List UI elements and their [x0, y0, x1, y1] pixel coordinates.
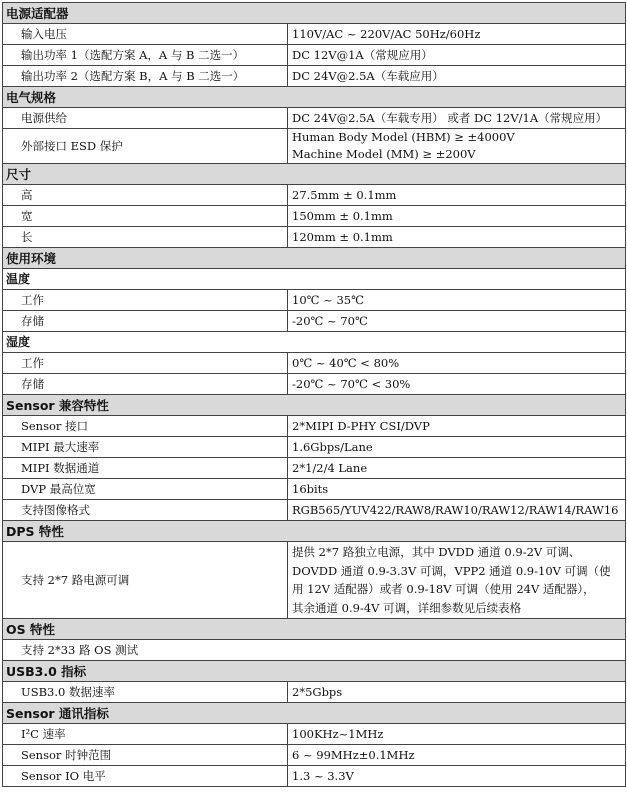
section-header [3, 395, 626, 416]
spec-label: MIPI 最大速率 [3, 437, 288, 458]
spec-value: 0℃ ~ 40℃ < 80% [288, 353, 626, 374]
section-title: 尺寸 [3, 164, 626, 185]
spec-value: RGB565/YUV422/RAW8/RAW10/RAW12/RAW14/RAW16 [288, 500, 626, 521]
spec-value-line: Machine Model (MM) ≥ ±200V [292, 147, 476, 161]
section-title: 电源适配器 [3, 3, 626, 24]
section-header [3, 3, 626, 24]
spec-row [3, 290, 626, 311]
spec-label: Sensor IO 电平 [3, 766, 288, 787]
spec-value: DC 24V@2.5A（车载专用） 或者 DC 12V/1A（常规应用） [288, 108, 626, 129]
spec-label: 宽 [3, 206, 288, 227]
spec-value-line: DOVDD 通道 0.9-3.3V 可调，VPP2 通道 0.9-10V 可调（使 [292, 563, 611, 578]
spec-value: 10℃ ~ 35℃ [288, 290, 626, 311]
spec-row [3, 745, 626, 766]
subsection-title: 湿度 [3, 332, 626, 353]
spec-label: 电源供给 [3, 108, 288, 129]
spec-label: I²C 速率 [3, 724, 288, 745]
spec-value-line: 提供 2*7 路独立电源，其中 DVDD 通道 0.9-2V 可调、 [292, 545, 581, 559]
spec-value: 150mm ± 0.1mm [288, 206, 626, 227]
section-title: DPS 特性 [3, 521, 626, 542]
spec-label: 输入电压 [3, 24, 288, 45]
spec-value-line: 用 12V 适配器）或者 0.9-18V 可调（使用 24V 适配器）， [292, 582, 595, 596]
spec-label: 高 [3, 185, 288, 206]
spec-row [3, 437, 626, 458]
spec-row [3, 479, 626, 500]
subsection-header [3, 332, 626, 353]
spec-value: DC 12V@1A（常规应用） [288, 45, 626, 66]
spec-row [3, 500, 626, 521]
subsection-header [3, 269, 626, 290]
spec-label: Sensor 接口 [3, 416, 288, 437]
spec-value: 1.6Gbps/Lane [288, 437, 626, 458]
spec-row [3, 206, 626, 227]
section-title: 电气规格 [3, 87, 626, 108]
spec-full-text: 支持 2*33 路 OS 测试 [3, 640, 626, 661]
spec-value-line: 其余通道 0.9-4V 可调，详细参数见后续表格 [292, 600, 522, 615]
spec-value: DC 24V@2.5A（车载应用） [288, 66, 626, 87]
spec-label: MIPI 数据通道 [3, 458, 288, 479]
spec-row [3, 458, 626, 479]
spec-label: 存储 [3, 311, 288, 332]
spec-value: 6 ~ 99MHz±0.1MHz [288, 745, 626, 766]
section-header [3, 703, 626, 724]
spec-label: 工作 [3, 290, 288, 311]
section-header [3, 661, 626, 682]
spec-value: 16bits [288, 479, 626, 500]
spec-value-line: Human Body Model (HBM) ≥ ±4000V [292, 130, 515, 144]
spec-label: 工作 [3, 353, 288, 374]
spec-label: 输出功率 1（选配方案 A，A 与 B 二选一） [3, 45, 288, 66]
spec-label: Sensor 时钟范围 [3, 745, 288, 766]
spec-row [3, 227, 626, 248]
spec-row [3, 640, 626, 661]
spec-value: 100KHz~1MHz [288, 724, 626, 745]
spec-row [3, 542, 626, 619]
section-header [3, 164, 626, 185]
subsection-title: 温度 [3, 269, 626, 290]
spec-value: 2*1/2/4 Lane [288, 458, 626, 479]
spec-value: 120mm ± 0.1mm [288, 227, 626, 248]
spec-value: 1.3 ~ 3.3V [288, 766, 626, 787]
spec-table-body [3, 3, 626, 787]
spec-row [3, 766, 626, 787]
spec-value: 2*5Gbps [288, 682, 626, 703]
spec-row [3, 416, 626, 437]
spec-row [3, 353, 626, 374]
spec-label: 长 [3, 227, 288, 248]
spec-label: 外部接口 ESD 保护 [3, 129, 288, 164]
spec-row [3, 129, 626, 164]
spec-row [3, 724, 626, 745]
spec-table [2, 2, 626, 787]
spec-row [3, 24, 626, 45]
spec-value: 27.5mm ± 0.1mm [288, 185, 626, 206]
section-title: 使用环境 [3, 248, 626, 269]
spec-label: 支持 2*7 路电源可调 [3, 542, 288, 619]
spec-label: 输出功率 2（选配方案 B，A 与 B 二选一） [3, 66, 288, 87]
spec-label: 支持图像格式 [3, 500, 288, 521]
section-header [3, 619, 626, 640]
spec-row [3, 682, 626, 703]
spec-row [3, 66, 626, 87]
spec-row [3, 108, 626, 129]
section-title: Sensor 通讯指标 [3, 703, 626, 724]
section-header [3, 248, 626, 269]
spec-row [3, 185, 626, 206]
section-title: USB3.0 指标 [3, 661, 626, 682]
spec-label: 存储 [3, 374, 288, 395]
spec-value: 110V/AC ~ 220V/AC 50Hz/60Hz [288, 24, 626, 45]
spec-value [288, 542, 626, 619]
spec-label: USB3.0 数据速率 [3, 682, 288, 703]
spec-value: -20℃ ~ 70℃ [288, 311, 626, 332]
spec-label: DVP 最高位宽 [3, 479, 288, 500]
section-header [3, 87, 626, 108]
spec-row [3, 45, 626, 66]
spec-value [288, 129, 626, 164]
section-header [3, 521, 626, 542]
spec-row [3, 311, 626, 332]
spec-value: -20℃ ~ 70℃ < 30% [288, 374, 626, 395]
spec-row [3, 374, 626, 395]
section-title: Sensor 兼容特性 [3, 395, 626, 416]
spec-value: 2*MIPI D-PHY CSI/DVP [288, 416, 626, 437]
section-title: OS 特性 [3, 619, 626, 640]
